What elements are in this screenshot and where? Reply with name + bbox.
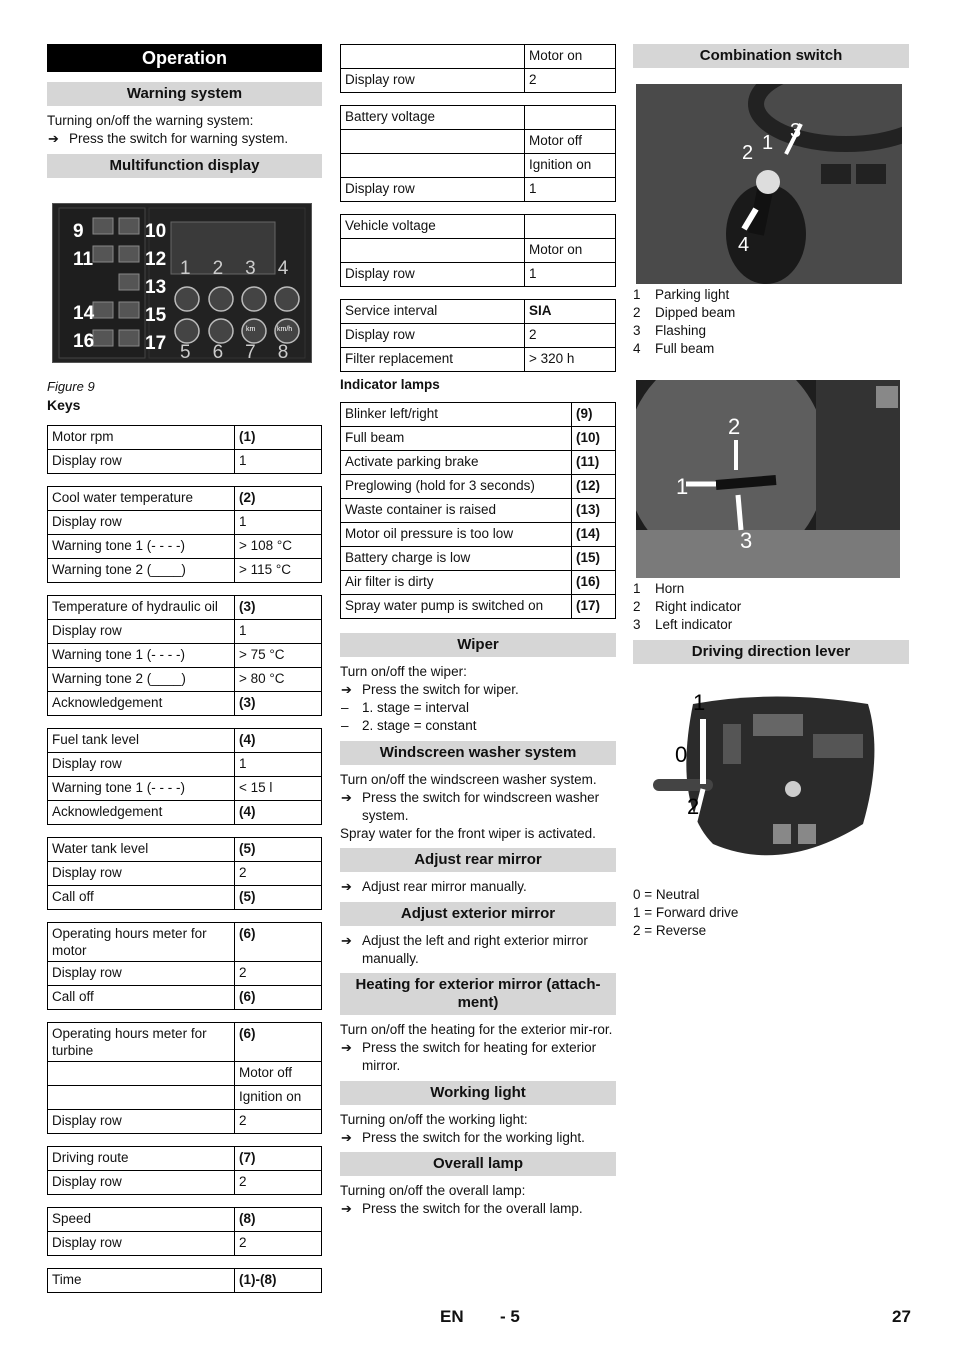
table-cell-label: Acknowledgement bbox=[48, 801, 235, 825]
key-number-13: 13 bbox=[145, 277, 167, 298]
table-cell-value: 2 bbox=[235, 1171, 322, 1195]
indicator-key: (14) bbox=[572, 523, 616, 547]
table-cell-label: Display row bbox=[48, 1171, 235, 1195]
wiper-item-1-text: 1. stage = interval bbox=[362, 700, 469, 715]
arrow-icon: ➔ bbox=[341, 1130, 352, 1145]
table-row bbox=[48, 1208, 322, 1232]
heading-overall-lamp: Overall lamp bbox=[340, 1152, 616, 1176]
table-cell-value: (2) bbox=[235, 487, 322, 511]
table-cell-label bbox=[341, 130, 525, 154]
rear-mirror-step-text: Adjust rear mirror manually. bbox=[362, 879, 527, 894]
table-row bbox=[48, 1086, 322, 1110]
indicator-label: Full beam bbox=[341, 427, 572, 451]
table-row bbox=[341, 215, 616, 239]
table-cell-value: > 108 °C bbox=[235, 535, 322, 559]
wiper-step-text: Press the switch for wiper. bbox=[362, 682, 519, 697]
table-cell-label bbox=[48, 1086, 235, 1110]
indicator-label: Battery charge is low bbox=[341, 547, 572, 571]
table-cell-value: SIA bbox=[525, 300, 616, 324]
horn-legend-item bbox=[633, 616, 909, 634]
column-1 bbox=[47, 44, 322, 1293]
heading-washer: Windscreen washer system bbox=[340, 741, 616, 765]
table-row bbox=[341, 130, 616, 154]
combo-number-2: 2 bbox=[742, 142, 754, 164]
display-left-numbers bbox=[73, 218, 94, 356]
arrow-icon: ➔ bbox=[341, 933, 352, 948]
direction-legend-item: 2 = Reverse bbox=[633, 923, 707, 938]
legend-text: Left indicator bbox=[655, 617, 733, 632]
horn-indicator-photo bbox=[636, 380, 900, 578]
table-cell-label: Display row bbox=[48, 620, 235, 644]
table-cell-value bbox=[525, 215, 616, 239]
table-cell-label: Warning tone 1 (- - - -) bbox=[48, 535, 235, 559]
table-cell-label: Speed bbox=[48, 1208, 235, 1232]
table-cell-label: Call off bbox=[48, 986, 235, 1010]
table-cell-label: Vehicle voltage bbox=[341, 215, 525, 239]
table-cell-value: (7) bbox=[235, 1147, 322, 1171]
table-cell-label: Operating hours meter for motor bbox=[48, 923, 235, 962]
table-cell-value: Ignition on bbox=[235, 1086, 322, 1110]
heading-working-light: Working light bbox=[340, 1081, 616, 1105]
indicator-row bbox=[341, 571, 616, 595]
key-number-1: 1 bbox=[180, 258, 191, 279]
heading-driving-direction: Driving direction lever bbox=[633, 640, 909, 664]
table-row bbox=[48, 1147, 322, 1171]
table-cell-label: Acknowledgement bbox=[48, 692, 235, 716]
indicator-label: Spray water pump is switched on bbox=[341, 595, 572, 619]
table-cell-label: Display row bbox=[48, 450, 235, 474]
table-cell-label: Display row bbox=[341, 178, 525, 202]
table-cell-value: (6) bbox=[235, 923, 322, 962]
table-cell-label: Operating hours meter for turbine bbox=[48, 1023, 235, 1062]
key-number-11: 11 bbox=[73, 249, 94, 270]
table-row bbox=[341, 178, 616, 202]
table-cell-value: > 80 °C bbox=[235, 668, 322, 692]
table-row bbox=[48, 426, 322, 450]
table-cell-label: Display row bbox=[341, 324, 525, 348]
key-number-6: 6 bbox=[212, 342, 224, 363]
display-top-numbers bbox=[180, 258, 288, 280]
table-cell-label: Driving route bbox=[48, 1147, 235, 1171]
table-cell-value: 2 bbox=[235, 962, 322, 986]
table-cell-value: (5) bbox=[235, 886, 322, 910]
keys-tables bbox=[47, 425, 322, 1293]
direction-legend-item: 1 = Forward drive bbox=[633, 905, 739, 920]
table-cell-label bbox=[341, 45, 525, 69]
indicator-row bbox=[341, 427, 616, 451]
key-table bbox=[47, 1268, 322, 1293]
legend-number: 2 bbox=[633, 305, 641, 320]
table-cell-label bbox=[341, 154, 525, 178]
multifunction-display-figure bbox=[52, 203, 312, 363]
table-cell-value: (8) bbox=[235, 1208, 322, 1232]
overall-text: Turning on/off the overall lamp: bbox=[340, 1183, 526, 1198]
table-row bbox=[48, 596, 322, 620]
table-row bbox=[341, 263, 616, 287]
table-cell-value: (1) bbox=[235, 426, 322, 450]
indicator-row bbox=[341, 475, 616, 499]
working-light-step bbox=[340, 1129, 616, 1147]
dash-icon: – bbox=[341, 718, 349, 733]
washer-text: Turn on/off the windscreen washer system. bbox=[340, 772, 597, 787]
table-row bbox=[48, 668, 322, 692]
rear-mirror-step bbox=[340, 878, 616, 896]
horn-number-1: 1 bbox=[676, 474, 689, 499]
legend-number: 1 bbox=[633, 581, 641, 596]
column-3 bbox=[633, 44, 909, 940]
indicator-key: (10) bbox=[572, 427, 616, 451]
heading-combination-switch: Combination switch bbox=[633, 44, 909, 68]
table-cell-value: (6) bbox=[235, 986, 322, 1010]
indicator-label: Motor oil pressure is too low bbox=[341, 523, 572, 547]
table-row bbox=[48, 862, 322, 886]
indicator-lamps-table bbox=[340, 402, 616, 619]
indicator-key: (16) bbox=[572, 571, 616, 595]
table-cell-label: Display row bbox=[48, 753, 235, 777]
table-row bbox=[48, 559, 322, 583]
table-cell-label: Time bbox=[48, 1269, 235, 1293]
key-number-8: 8 bbox=[277, 342, 289, 363]
wiper-text: Turn on/off the wiper: bbox=[340, 664, 467, 679]
table-cell-value: 2 bbox=[525, 324, 616, 348]
key-table bbox=[47, 425, 322, 474]
table-row bbox=[48, 1232, 322, 1256]
heading-warning-system: Warning system bbox=[47, 82, 322, 106]
table-cell-value: 1 bbox=[235, 511, 322, 535]
table-row bbox=[48, 729, 322, 753]
key-table bbox=[47, 1207, 322, 1256]
table-row bbox=[48, 923, 322, 962]
table-cell-value: (3) bbox=[235, 596, 322, 620]
key-number-4: 4 bbox=[277, 258, 289, 279]
legend-number: 2 bbox=[633, 599, 641, 614]
table-cell-label: Temperature of hydraulic oil bbox=[48, 596, 235, 620]
legend-number: 3 bbox=[633, 617, 641, 632]
indicator-key: (9) bbox=[572, 403, 616, 427]
table-cell-value: > 115 °C bbox=[235, 559, 322, 583]
table-row bbox=[48, 886, 322, 910]
combination-legend-item bbox=[633, 322, 909, 340]
table-row bbox=[48, 777, 322, 801]
table-cell-value: (1)-(8) bbox=[235, 1269, 322, 1293]
kmh-label: km/h bbox=[277, 326, 293, 333]
table-cell-label: Warning tone 1 (- - - -) bbox=[48, 644, 235, 668]
indicator-row bbox=[341, 523, 616, 547]
direction-legend-item: 0 = Neutral bbox=[633, 887, 700, 902]
key-number-15: 15 bbox=[145, 305, 167, 326]
table-cell-value bbox=[525, 106, 616, 130]
key-table bbox=[47, 728, 322, 825]
table-row bbox=[341, 106, 616, 130]
direction-legend bbox=[633, 886, 909, 940]
column-2 bbox=[340, 44, 616, 1218]
heading-heating: Heating for exterior mirror (attach-ment) bbox=[340, 973, 616, 1015]
combination-legend-item bbox=[633, 304, 909, 322]
key-table bbox=[47, 595, 322, 716]
horn-number-2: 2 bbox=[728, 414, 741, 439]
keys-title: Keys bbox=[47, 397, 81, 413]
wiper-step bbox=[340, 681, 616, 699]
section-title: Operation bbox=[47, 44, 322, 72]
heating-step-text: Press the switch for heating for exterior mirror. bbox=[362, 1040, 597, 1073]
indicator-lamps-title: Indicator lamps bbox=[340, 377, 440, 392]
table-cell-label: Water tank level bbox=[48, 838, 235, 862]
combination-switch-photo bbox=[636, 84, 902, 284]
value-tables bbox=[340, 44, 616, 372]
table-cell-label: Motor rpm bbox=[48, 426, 235, 450]
figure-caption: Figure 9 bbox=[47, 379, 95, 394]
table-cell-value: 1 bbox=[235, 450, 322, 474]
key-number-5: 5 bbox=[180, 342, 191, 363]
indicator-row bbox=[341, 451, 616, 475]
combo-number-4: 4 bbox=[738, 234, 750, 256]
table-cell-label: Call off bbox=[48, 886, 235, 910]
table-row bbox=[341, 45, 616, 69]
indicator-key: (11) bbox=[572, 451, 616, 475]
washer-step-text: Press the switch for windscreen washer system. bbox=[362, 790, 600, 823]
legend-number: 1 bbox=[633, 287, 641, 302]
warning-step bbox=[47, 130, 322, 148]
footer-page-number: 27 bbox=[892, 1307, 911, 1326]
key-number-14: 14 bbox=[73, 303, 95, 324]
working-light-text: Turning on/off the working light: bbox=[340, 1112, 528, 1127]
direction-lever-drawing bbox=[653, 694, 893, 870]
table-cell-value: Motor on bbox=[525, 239, 616, 263]
table-row bbox=[48, 692, 322, 716]
table-cell-label: Display row bbox=[48, 511, 235, 535]
table-row bbox=[341, 300, 616, 324]
table-cell-value: 1 bbox=[235, 753, 322, 777]
indicator-label: Air filter is dirty bbox=[341, 571, 572, 595]
table-cell-value: (4) bbox=[235, 729, 322, 753]
indicator-key: (13) bbox=[572, 499, 616, 523]
direction-number-2: 2 bbox=[687, 794, 700, 819]
legend-text: Dipped beam bbox=[655, 305, 736, 320]
table-row bbox=[48, 620, 322, 644]
horn-legend-item bbox=[633, 598, 909, 616]
table-cell-value: 2 bbox=[235, 862, 322, 886]
table-row bbox=[48, 801, 322, 825]
table-cell-label: Warning tone 1 (- - - -) bbox=[48, 777, 235, 801]
key-table bbox=[47, 1146, 322, 1195]
combination-switch-drawing bbox=[636, 84, 902, 284]
indicator-row bbox=[341, 403, 616, 427]
horn-legend-item bbox=[633, 580, 909, 598]
table-row bbox=[48, 644, 322, 668]
exterior-mirror-step-text: Adjust the left and right exterior mirror manually. bbox=[362, 933, 588, 966]
table-cell-label: Cool water temperature bbox=[48, 487, 235, 511]
display-right-numbers bbox=[145, 218, 166, 358]
horn-legend bbox=[633, 580, 909, 634]
table-row bbox=[48, 487, 322, 511]
table-cell-value: > 75 °C bbox=[235, 644, 322, 668]
indicator-label: Activate parking brake bbox=[341, 451, 572, 475]
indicator-label: Waste container is raised bbox=[341, 499, 572, 523]
table-row bbox=[48, 753, 322, 777]
warning-step-text: Press the switch for warning system. bbox=[69, 131, 289, 146]
combination-legend-item bbox=[633, 340, 909, 358]
table-cell-value: 1 bbox=[235, 620, 322, 644]
footer-language: EN bbox=[440, 1307, 464, 1326]
indicator-key: (15) bbox=[572, 547, 616, 571]
key-table bbox=[340, 214, 616, 287]
wiper-item-2 bbox=[340, 717, 616, 735]
direction-number-1: 1 bbox=[693, 690, 706, 715]
table-cell-label: Display row bbox=[341, 69, 525, 93]
wiper-item-2-text: 2. stage = constant bbox=[362, 718, 477, 733]
key-table bbox=[47, 837, 322, 910]
km-label: km bbox=[246, 326, 256, 333]
table-cell-value: Motor on bbox=[525, 45, 616, 69]
table-row bbox=[341, 239, 616, 263]
table-cell-label: Service interval bbox=[341, 300, 525, 324]
table-cell-value: 2 bbox=[525, 69, 616, 93]
dash-icon: – bbox=[341, 700, 349, 715]
legend-number: 4 bbox=[633, 341, 641, 356]
table-cell-value: 1 bbox=[525, 263, 616, 287]
overall-step-text: Press the switch for the overall lamp. bbox=[362, 1201, 583, 1216]
legend-text: Full beam bbox=[655, 341, 715, 356]
indicator-label: Blinker left/right bbox=[341, 403, 572, 427]
combination-legend bbox=[633, 286, 909, 358]
legend-number: 3 bbox=[633, 323, 641, 338]
indicator-label: Preglowing (hold for 3 seconds) bbox=[341, 475, 572, 499]
key-number-3: 3 bbox=[245, 258, 256, 279]
key-number-12: 12 bbox=[145, 249, 167, 270]
washer-step bbox=[340, 789, 616, 825]
legend-text: Parking light bbox=[655, 287, 730, 302]
arrow-icon: ➔ bbox=[341, 682, 352, 697]
table-row bbox=[48, 1269, 322, 1293]
table-row bbox=[341, 348, 616, 372]
heading-rear-mirror: Adjust rear mirror bbox=[340, 848, 616, 872]
exterior-mirror-step bbox=[340, 932, 616, 968]
key-number-17: 17 bbox=[145, 333, 167, 354]
wiper-item-1 bbox=[340, 699, 616, 717]
key-table bbox=[340, 105, 616, 202]
combo-number-1: 1 bbox=[762, 132, 774, 154]
key-table bbox=[47, 922, 322, 1010]
table-cell-label: Display row bbox=[341, 263, 525, 287]
table-cell-value: 2 bbox=[235, 1232, 322, 1256]
table-row bbox=[48, 535, 322, 559]
table-cell-value: (6) bbox=[235, 1023, 322, 1062]
table-cell-label bbox=[48, 1062, 235, 1086]
table-row bbox=[48, 1110, 322, 1134]
key-number-2: 2 bbox=[212, 258, 224, 279]
arrow-icon: ➔ bbox=[341, 790, 352, 805]
key-number-10: 10 bbox=[145, 221, 167, 242]
arrow-icon: ➔ bbox=[341, 879, 352, 894]
display-bottom-numbers bbox=[180, 342, 288, 364]
arrow-icon: ➔ bbox=[48, 131, 59, 146]
table-cell-value: (5) bbox=[235, 838, 322, 862]
table-row bbox=[48, 511, 322, 535]
table-cell-label bbox=[341, 239, 525, 263]
legend-text: Horn bbox=[655, 581, 685, 596]
arrow-icon: ➔ bbox=[341, 1201, 352, 1216]
footer-local-page: - 5 bbox=[500, 1307, 520, 1326]
direction-lever-photo bbox=[653, 690, 893, 870]
indicator-key: (17) bbox=[572, 595, 616, 619]
table-cell-label: Fuel tank level bbox=[48, 729, 235, 753]
heading-exterior-mirror: Adjust exterior mirror bbox=[340, 902, 616, 926]
table-row bbox=[48, 1023, 322, 1062]
table-cell-value: Motor off bbox=[525, 130, 616, 154]
overall-step bbox=[340, 1200, 616, 1218]
table-cell-label: Warning tone 2 (____) bbox=[48, 668, 235, 692]
table-cell-label: Filter replacement bbox=[341, 348, 525, 372]
working-light-step-text: Press the switch for the working light. bbox=[362, 1130, 585, 1145]
table-row bbox=[48, 1062, 322, 1086]
heading-wiper: Wiper bbox=[340, 633, 616, 657]
table-row bbox=[48, 1171, 322, 1195]
table-cell-value: Ignition on bbox=[525, 154, 616, 178]
table-cell-label: Display row bbox=[48, 1110, 235, 1134]
direction-number-0: 0 bbox=[675, 742, 688, 767]
heading-multifunction-display: Multifunction display bbox=[47, 154, 322, 178]
table-cell-label: Warning tone 2 (____) bbox=[48, 559, 235, 583]
heating-step bbox=[340, 1039, 616, 1075]
indicator-row bbox=[341, 547, 616, 571]
arrow-icon: ➔ bbox=[341, 1040, 352, 1055]
legend-text: Right indicator bbox=[655, 599, 742, 614]
warning-text: Turning on/off the warning system: bbox=[47, 113, 254, 128]
indicator-row bbox=[341, 595, 616, 619]
key-table bbox=[340, 44, 616, 93]
table-cell-label: Display row bbox=[48, 962, 235, 986]
table-cell-value: (3) bbox=[235, 692, 322, 716]
key-table bbox=[47, 1022, 322, 1134]
heating-text: Turn on/off the heating for the exterior mir-ror. bbox=[340, 1022, 613, 1037]
table-cell-label: Display row bbox=[48, 1232, 235, 1256]
table-cell-value: Motor off bbox=[235, 1062, 322, 1086]
washer-text-2: Spray water for the front wiper is activated. bbox=[340, 826, 596, 841]
table-cell-value: > 320 h bbox=[525, 348, 616, 372]
combo-number-3: 3 bbox=[790, 120, 802, 142]
table-cell-value: (4) bbox=[235, 801, 322, 825]
table-row bbox=[48, 450, 322, 474]
key-number-16: 16 bbox=[73, 331, 95, 352]
horn-number-3: 3 bbox=[740, 528, 753, 553]
table-row bbox=[48, 838, 322, 862]
table-row bbox=[341, 324, 616, 348]
table-row bbox=[48, 986, 322, 1010]
table-row bbox=[48, 962, 322, 986]
key-table bbox=[47, 486, 322, 583]
table-cell-label: Battery voltage bbox=[341, 106, 525, 130]
combination-legend-item bbox=[633, 286, 909, 304]
key-number-9: 9 bbox=[73, 221, 84, 242]
indicator-row bbox=[341, 499, 616, 523]
legend-text: Flashing bbox=[655, 323, 707, 338]
table-row bbox=[341, 154, 616, 178]
table-row bbox=[341, 69, 616, 93]
table-cell-value: < 15 l bbox=[235, 777, 322, 801]
table-cell-value: 1 bbox=[525, 178, 616, 202]
key-number-7: 7 bbox=[245, 342, 256, 363]
table-cell-value: 2 bbox=[235, 1110, 322, 1134]
indicator-key: (12) bbox=[572, 475, 616, 499]
table-cell-label: Display row bbox=[48, 862, 235, 886]
key-table bbox=[340, 299, 616, 372]
